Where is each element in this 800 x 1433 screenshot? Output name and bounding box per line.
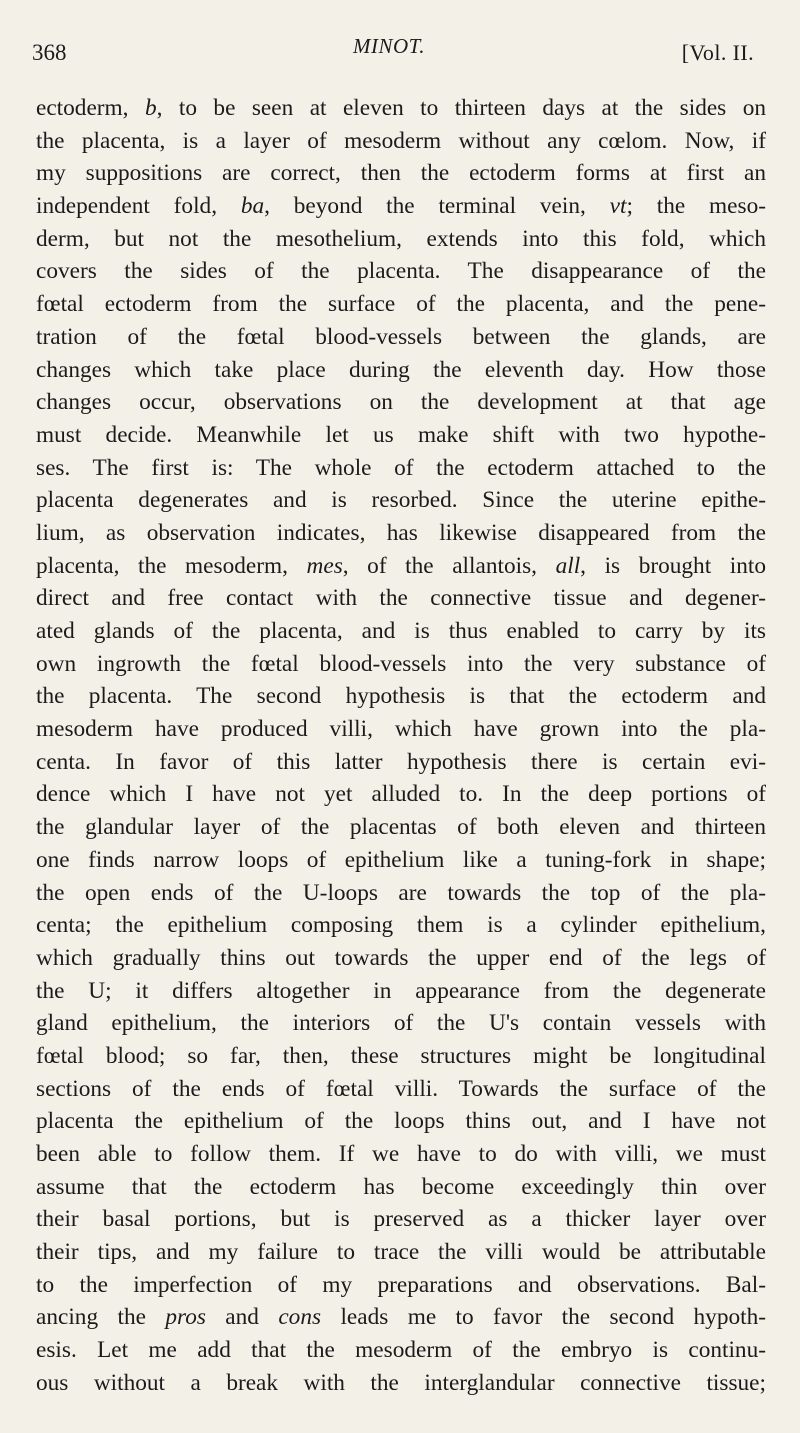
text-run: dence which I have not yet alluded to. In the deep portions of (36, 781, 766, 808)
italic-term: b (144, 95, 157, 121)
page-header (0, 34, 800, 74)
text-line (36, 484, 766, 517)
text-run: gland epithelium, the interiors of the U's contain vessels with (36, 1010, 766, 1037)
text-run: , to be seen at eleven to thirteen days at the sides on (156, 95, 766, 121)
text-run: the placenta, is a layer of mesoderm without any cœlom. Now, if (36, 127, 766, 154)
text-line (36, 92, 766, 125)
text-line (36, 811, 766, 844)
text-line (36, 1269, 766, 1302)
text-run: placenta degenerates and is resorbed. Since the uterine epithe- (36, 487, 766, 514)
text-line (36, 517, 766, 550)
text-line (36, 713, 766, 746)
text-line (36, 680, 766, 713)
text-run: centa; the epithelium composing them is a cylinder epithelium, (36, 912, 766, 939)
text-run: ous without a break with the interglandular connective tissue; (36, 1369, 766, 1396)
text-line (36, 1203, 766, 1236)
text-run: ated glands of the placenta, and is thus enabled to carry by its (36, 618, 766, 644)
text-run: , beyond the terminal vein, (264, 193, 610, 220)
text-line (36, 321, 766, 354)
text-run: their tips, and my failure to trace the villi would be attributable (36, 1239, 766, 1266)
text-line (36, 975, 766, 1008)
text-line (36, 255, 766, 288)
text-line (36, 746, 766, 779)
italic-term: vt (609, 193, 627, 220)
text-line (36, 909, 766, 942)
text-line (36, 1367, 766, 1400)
text-run: been able to follow them. If we have to do with villi, we must (36, 1141, 766, 1167)
text-line (36, 354, 766, 387)
text-run: their basal portions, but is preserved as a thicker layer over (36, 1206, 766, 1233)
italic-term: cons (278, 1304, 322, 1331)
text-run: , is brought into (580, 552, 767, 579)
volume-label: [Vol. II. (681, 40, 754, 65)
text-run: own ingrowth the fœtal blood-vessels into the very substance of (36, 650, 766, 677)
text-line (36, 157, 766, 190)
text-run: ectoderm, (36, 95, 145, 121)
running-head: MINOT. (353, 34, 426, 58)
text-run: changes which take place during the eleventh day. How those (36, 356, 766, 383)
text-run: fœtal blood; so far, then, these structures might be longitudinal (36, 1042, 766, 1069)
text-line (36, 942, 766, 975)
text-line (36, 125, 766, 158)
text-line (36, 1236, 766, 1269)
text-run: mesoderm have produced villi, which have grown into the pla- (36, 716, 766, 743)
italic-term: mes (306, 552, 343, 579)
text-line (36, 877, 766, 910)
text-line (36, 1105, 766, 1138)
text-line (36, 778, 766, 811)
text-run: the open ends of the U-loops are towards the top of the pla- (36, 879, 766, 906)
text-run: derm, but not the mesothelium, extends into this fold, which (36, 225, 766, 252)
text-line (36, 1040, 766, 1073)
text-run: which gradually thins out towards the upper end of the legs of (36, 944, 766, 971)
text-line (36, 1138, 766, 1171)
text-line (36, 223, 766, 256)
text-run: independent fold, (36, 193, 241, 220)
text-line (36, 190, 766, 223)
text-run: centa. In favor of this latter hypothesis there is certain evi- (36, 748, 766, 775)
text-run: leads me to favor the second hypoth- (321, 1304, 766, 1331)
text-line (36, 386, 766, 419)
text-line (36, 582, 766, 615)
text-run: one finds narrow loops of epithelium like a tuning-fork in shape; (36, 846, 766, 873)
text-run: ses. The first is: The whole of the ectoderm attached to the (36, 454, 766, 481)
text-line (36, 550, 766, 583)
text-line (36, 1301, 766, 1334)
text-run: the glandular layer of the placentas of both eleven and thirteen (36, 814, 766, 841)
page-number: 368 (32, 40, 67, 65)
text-run: the U; it differs altogether in appearance from the degenerate (36, 977, 766, 1004)
text-run: changes occur, observations on the development at that age (36, 389, 766, 416)
text-run: must decide. Meanwhile let us make shift with two hypothe- (36, 421, 766, 448)
text-run: the placenta. The second hypothesis is that the ectoderm and (36, 683, 766, 710)
text-run: ancing the (36, 1304, 166, 1331)
italic-term: ba (240, 193, 265, 220)
text-line (36, 648, 766, 681)
text-run: my suppositions are correct, then the ectoderm forms at first an (36, 160, 766, 187)
text-run: , of the allantois, (342, 552, 556, 579)
text-run: to the imperfection of my preparations and observations. Bal- (36, 1271, 766, 1298)
text-run: tration of the fœtal blood-vessels between the glands, are (36, 323, 766, 350)
italic-term: pros (165, 1304, 206, 1331)
text-run: assume that the ectoderm has become exceedingly thin over (36, 1173, 766, 1200)
text-run: placenta the epithelium of the loops thins out, and I have not (36, 1108, 766, 1135)
text-line (36, 288, 766, 321)
text-line (36, 1007, 766, 1040)
text-run: sections of the ends of fœtal villi. Towards the surface of the (36, 1075, 766, 1102)
text-line (36, 615, 766, 648)
text-line (36, 1073, 766, 1106)
text-run: covers the sides of the placenta. The disappearance of the (36, 258, 766, 285)
italic-term: all (555, 552, 581, 579)
text-line (36, 1334, 766, 1367)
text-run: and (205, 1304, 279, 1331)
text-run: lium, as observation indicates, has likewise disappeared from the (36, 519, 766, 546)
text-line (36, 452, 766, 485)
text-run: fœtal ectoderm from the surface of the placenta, and the pene- (36, 291, 766, 318)
text-run: placenta, the mesoderm, (36, 552, 307, 579)
body-text (36, 92, 766, 1400)
text-run: ; the meso- (626, 193, 766, 220)
text-line (36, 844, 766, 877)
text-run: esis. Let me add that the mesoderm of the embryo is continu- (36, 1337, 766, 1364)
text-line (36, 1171, 766, 1204)
text-line (36, 419, 766, 452)
text-run: direct and free contact with the connective tissue and degener- (36, 585, 766, 612)
